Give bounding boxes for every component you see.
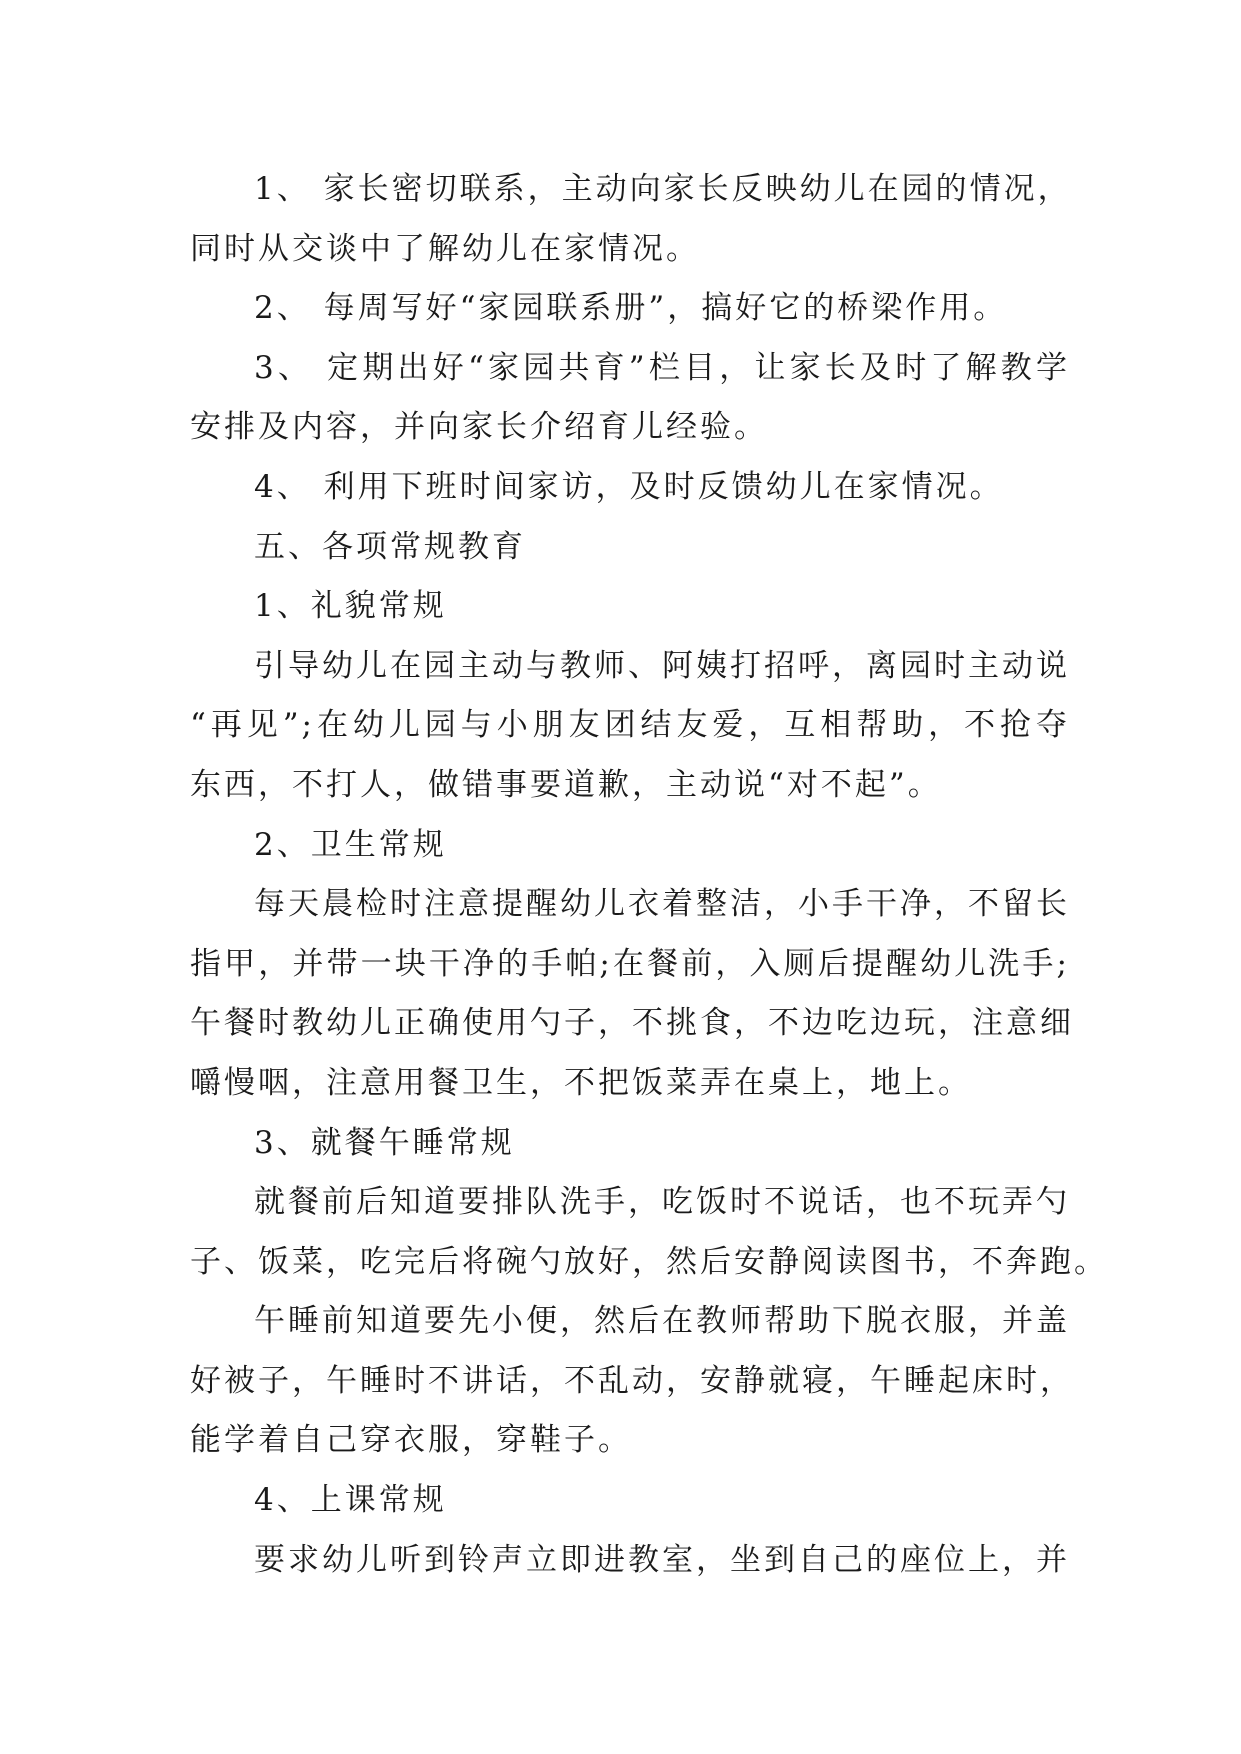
paragraph-line: 嚼慢咽，注意用餐卫生，不把饭菜弄在桌上，地上。	[190, 1064, 972, 1101]
paragraph-line: 1、 家长密切联系，主动向家长反映幼儿在园的情况，	[254, 171, 1072, 207]
paragraph-line: 4、 利用下班时间家访，及时反馈幼儿在家情况。	[254, 468, 1004, 505]
paragraph-line: 每天晨检时注意提醒幼儿衣着整洁，小手干净，不留长	[254, 886, 1070, 923]
subsection-heading: 4、上课常规	[254, 1482, 447, 1519]
paragraph-line: 引导幼儿在园主动与教师、阿姨打招呼，离园时主动说	[254, 647, 1070, 684]
paragraph-line: 子、饭菜，吃完后将碗勺放好，然后安静阅读图书，不奔跑。	[190, 1243, 1108, 1280]
paragraph-line: 就餐前后知道要排队洗手，吃饭时不说话，也不玩弄勺	[254, 1184, 1070, 1221]
paragraph-line: 要求幼儿听到铃声立即进教室，坐到自己的座位上，并	[254, 1541, 1070, 1578]
paragraph-line: 指甲，并带一块干净的手帕;在餐前，入厕后提醒幼儿洗手;	[190, 945, 1070, 982]
subsection-heading: 1、礼貌常规	[254, 588, 447, 625]
paragraph-line: “再见”;在幼儿园与小朋友团结友爱，互相帮助，不抢夺	[190, 707, 1070, 744]
paragraph-line: 能学着自己穿衣服，穿鞋子。	[190, 1422, 632, 1459]
subsection-heading: 2、卫生常规	[254, 826, 447, 863]
paragraph-line: 东西，不打人，做错事要道歉，主动说“对不起”。	[190, 766, 942, 803]
paragraph-line: 2、 每周写好“家园联系册”，搞好它的桥梁作用。	[254, 290, 1008, 327]
subsection-heading: 3、就餐午睡常规	[254, 1124, 515, 1161]
paragraph-line: 午餐时教幼儿正确使用勺子，不挑食，不边吃边玩，注意细	[190, 1005, 1074, 1042]
section-heading: 五、各项常规教育	[254, 528, 526, 565]
paragraph-line: 3、 定期出好“家园共育”栏目，让家长及时了解教学	[254, 349, 1070, 386]
paragraph-line: 午睡前知道要先小便，然后在教师帮助下脱衣服，并盖	[254, 1303, 1070, 1340]
paragraph-line: 好被子，午睡时不讲话，不乱动，安静就寝，午睡起床时，	[190, 1362, 1074, 1399]
body-text	[190, 160, 1108, 1590]
paragraph-line: 安排及内容，并向家长介绍育儿经验。	[190, 409, 768, 446]
paragraph-line: 同时从交谈中了解幼儿在家情况。	[190, 230, 700, 267]
